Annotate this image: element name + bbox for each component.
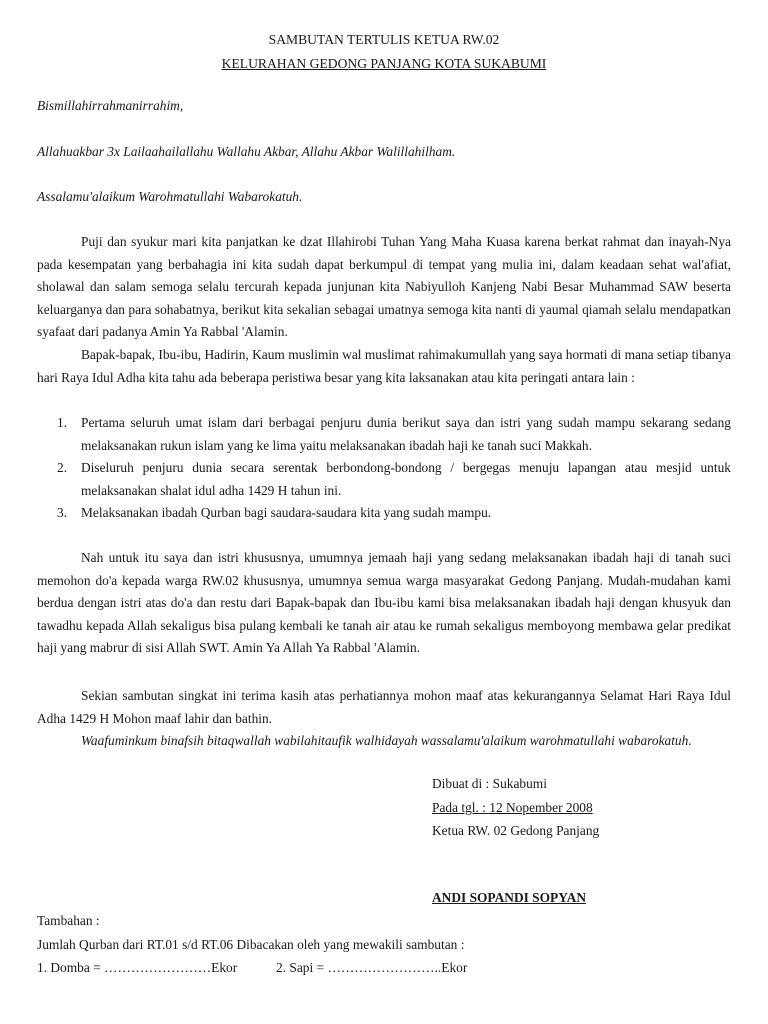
addendum-item-sapi: 2. Sapi = ……………………..Ekor	[276, 960, 468, 975]
list-item-text: Pertama seluruh umat islam dari berbagai penjuru dunia berikut saya dan istri yang sudah mampu sekarang sedang melaksanakan rukun islam yang ke lima yaitu melaksanakan ibadah haji ke tanah suci Makkah.	[81, 415, 731, 453]
document-title: SAMBUTAN TERTULIS KETUA RW.02	[268, 32, 500, 47]
opening-salam: Assalamu'alaikum Warohmatullahi Wabarokatuh.	[37, 189, 303, 204]
list-item	[37, 457, 731, 502]
list-item	[37, 412, 731, 457]
document-subtitle: KELURAHAN GEDONG PANJANG KOTA SUKABUMI	[221, 56, 547, 71]
closing-salam: Waafuminkum binafsih bitaqwallah wabilahitaufik walhidayah wassalamu'alaikum warohmatullahi wabarokatuh.	[81, 733, 692, 748]
list-item-text: Diseluruh penjuru dunia secara serentak berbondong-bondong / bergegas menuju lapangan atau mesjid untuk melaksanakan shalat idul adha 1429 H tahun ini.	[81, 460, 731, 498]
paragraph-gratitude: Puji dan syukur mari kita panjatkan ke dzat Illahirobi Tuhan Yang Maha Kuasa karena berkat rahmat dan inayah-Nya pada kesempatan yang berbahagia ini kita sudah dapat berkumpul di tempat yang mulia ini, dalam keadaan sehat wal'afiat, sholawal dan salam semoga selalu tercurah kepada junjunan kita Nabiyulloh Kanjeng Nabi Besar Muhammad SAW beserta keluarganya dan para sohabatnya, berikut kita sekalian sebagai umatnya semoga kita nanti di yaumal qiamah selalu mendapatkan syafaat dari padanya Amin Ya Rabbal 'Alamin.	[37, 234, 731, 340]
list-item-text: Melaksanakan ibadah Qurban bagi saudara-saudara kita yang sudah mampu.	[81, 505, 492, 521]
signature-place: Dibuat di : Sukabumi	[432, 776, 547, 791]
addendum-label: Tambahan :	[37, 913, 100, 928]
addendum-qurban-line: Jumlah Qurban dari RT.01 s/d RT.06 Dibacakan oleh yang mewakili sambutan :	[37, 937, 465, 952]
list-item-number: 3.	[57, 505, 68, 521]
paragraph-events-intro: Bapak-bapak, Ibu-ibu, Hadirin, Kaum muslimin wal muslimat rahimakumullah yang saya hormati di mana setiap tibanya hari Raya Idul Adha kita tahu ada beberapa peristiwa besar yang kita laksanakan atau kita peringati antara lain :	[37, 347, 731, 385]
signature-name: ANDI SOPANDI SOPYAN	[432, 890, 587, 905]
paragraph-closing-remarks: Sekian sambutan singkat ini terima kasih atas perhatiannya mohon maaf atas kekurangannya Selamat Hari Raya Idul Adha 1429 H Mohon maaf lahir dan bathin.	[37, 688, 731, 726]
list-item	[37, 502, 731, 525]
events-list	[37, 412, 731, 525]
signature-role: Ketua RW. 02 Gedong Panjang	[432, 823, 600, 838]
signature-date: Pada tgl. : 12 Nopember 2008	[432, 800, 593, 815]
list-item-number: 2.	[57, 460, 68, 476]
addendum-item-domba: 1. Domba = ……………………Ekor	[37, 960, 238, 975]
list-item-number: 1.	[57, 415, 68, 430]
paragraph-prayer-request: Nah untuk itu saya dan istri khususnya, umumnya jemaah haji yang sedang melaksanakan ibadah haji di tanah suci memohon do'a kepada warga RW.02 khususnya, umumnya semua warga masyarakat Gedong Panjang. Mudah-mudahan kami berdua dengan istri atas do'a dan restu dari Bapak-bapak dan Ibu-ibu kami bisa melaksanakan ibadah haji dengan khusyuk dan tawadhu kepada Allah sekaligus bisa pulang kembali ke tanah air atau ke rumah sekaligus memboyong membawa gelar predikat haji yang mabrur di sisi Allah SWT. Amin Ya Allah Ya Rabbal 'Alamin.	[37, 550, 731, 656]
opening-takbir: Allahuakbar 3x Lailaahailallahu Wallahu Akbar, Allahu Akbar Walillahilham.	[37, 144, 456, 159]
opening-bismillah: Bismillahirrahmanirrahim,	[37, 98, 184, 113]
